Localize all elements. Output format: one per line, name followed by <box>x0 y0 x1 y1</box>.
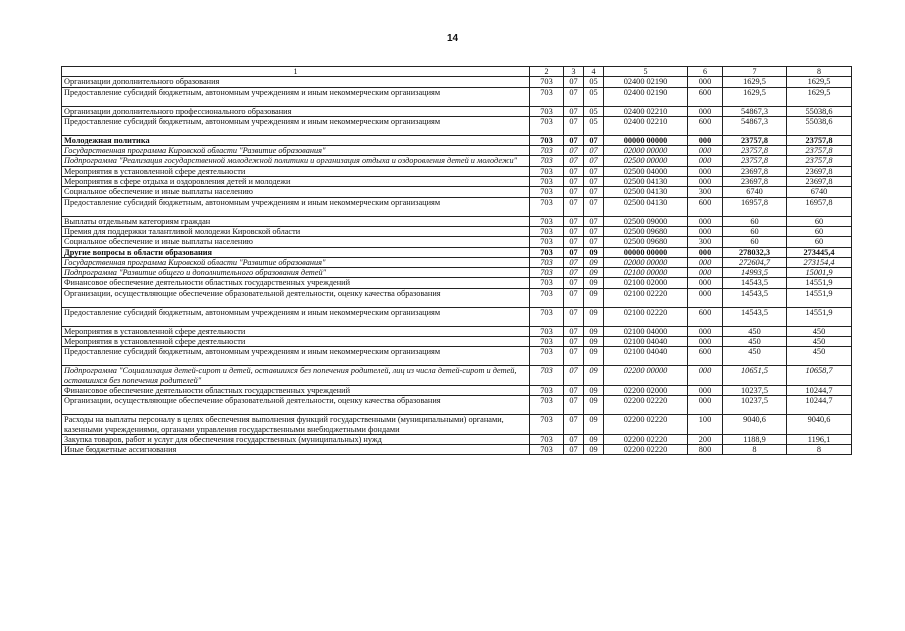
item-name-cell: Расходы на выплаты персоналу в целях обеспечения выполнения функций государственными (муниципальными) органами, казенными учреждениями, органами управления государственными внебюджетными фондами <box>62 415 530 435</box>
subsection-cell: 09 <box>584 415 604 435</box>
target-article-cell: 02100 00000 <box>604 268 688 278</box>
subsection-cell: 05 <box>584 106 604 116</box>
amount-year1-cell: 16957,8 <box>723 197 787 216</box>
amount-year2-cell: 14551,9 <box>787 307 852 326</box>
amount-year1-cell: 1629,5 <box>723 87 787 106</box>
budget-table <box>61 66 852 455</box>
table-row <box>62 226 852 236</box>
amount-year1-cell: 23757,8 <box>723 156 787 166</box>
subsection-cell: 07 <box>584 226 604 236</box>
expense-type-cell: 000 <box>688 226 723 236</box>
section-cell: 07 <box>564 187 584 197</box>
amount-year1-cell: 54867,3 <box>723 106 787 116</box>
subsection-cell: 09 <box>584 366 604 386</box>
section-cell: 07 <box>564 116 584 135</box>
table-row <box>62 257 852 267</box>
amount-year1-cell: 14543,5 <box>723 278 787 288</box>
item-name-cell: Иные бюджетные ассигнования <box>62 445 530 455</box>
amount-year2-cell: 15001,9 <box>787 268 852 278</box>
header-cell: 5 <box>604 67 688 77</box>
subsection-cell: 07 <box>584 135 604 145</box>
amount-year1-cell: 10237,5 <box>723 396 787 415</box>
subsection-cell: 07 <box>584 156 604 166</box>
item-name-cell: Закупка товаров, работ и услуг для обеспечения государственных (муниципальных) нужд <box>62 434 530 444</box>
table-row <box>62 396 852 415</box>
subsection-cell: 09 <box>584 288 604 307</box>
section-cell: 07 <box>564 216 584 226</box>
target-article-cell: 00000 00000 <box>604 135 688 145</box>
subsection-cell: 09 <box>584 337 604 347</box>
amount-year1-cell: 1629,5 <box>723 77 787 87</box>
subsection-cell: 07 <box>584 177 604 187</box>
item-name-cell: Мероприятия в установленной сфере деятельности <box>62 337 530 347</box>
section-cell: 07 <box>564 385 584 395</box>
admin-code-cell: 703 <box>530 337 564 347</box>
expense-type-cell: 600 <box>688 197 723 216</box>
target-article-cell: 02200 02000 <box>604 385 688 395</box>
amount-year1-cell: 450 <box>723 326 787 336</box>
table-row <box>62 177 852 187</box>
amount-year1-cell: 278032,3 <box>723 247 787 257</box>
target-article-cell: 02200 02220 <box>604 415 688 435</box>
item-name-cell: Предоставление субсидий бюджетным, автономным учреждениям и иным некоммерческим организациям <box>62 197 530 216</box>
header-cell: 8 <box>787 67 852 77</box>
admin-code-cell: 703 <box>530 177 564 187</box>
section-cell: 07 <box>564 415 584 435</box>
amount-year1-cell: 10237,5 <box>723 385 787 395</box>
section-cell: 07 <box>564 87 584 106</box>
item-name-cell: Выплаты отдельным категориям граждан <box>62 216 530 226</box>
amount-year1-cell: 8 <box>723 445 787 455</box>
target-article-cell: 02100 04040 <box>604 337 688 347</box>
admin-code-cell: 703 <box>530 187 564 197</box>
admin-code-cell: 703 <box>530 247 564 257</box>
subsection-cell: 05 <box>584 87 604 106</box>
subsection-cell: 07 <box>584 197 604 216</box>
amount-year2-cell: 23757,8 <box>787 156 852 166</box>
admin-code-cell: 703 <box>530 146 564 156</box>
item-name-cell: Мероприятия в установленной сфере деятельности <box>62 326 530 336</box>
amount-year2-cell: 23757,8 <box>787 146 852 156</box>
amount-year2-cell: 1196,1 <box>787 434 852 444</box>
item-name-cell: Мероприятия в установленной сфере деятельности <box>62 166 530 176</box>
subsection-cell: 09 <box>584 396 604 415</box>
admin-code-cell: 703 <box>530 396 564 415</box>
table-row <box>62 87 852 106</box>
target-article-cell: 02500 04130 <box>604 177 688 187</box>
amount-year1-cell: 23697,8 <box>723 166 787 176</box>
subsection-cell: 07 <box>584 166 604 176</box>
table-row <box>62 106 852 116</box>
item-name-cell: Финансовое обеспечение деятельности областных государственных учреждений <box>62 278 530 288</box>
header-row <box>62 67 852 77</box>
header-cell: 7 <box>723 67 787 77</box>
section-cell: 07 <box>564 445 584 455</box>
section-cell: 07 <box>564 146 584 156</box>
admin-code-cell: 703 <box>530 268 564 278</box>
admin-code-cell: 703 <box>530 445 564 455</box>
table-row <box>62 385 852 395</box>
table-row <box>62 187 852 197</box>
admin-code-cell: 703 <box>530 166 564 176</box>
section-cell: 07 <box>564 226 584 236</box>
item-name-cell: Государственная программа Кировской области "Развитие образования" <box>62 257 530 267</box>
section-cell: 07 <box>564 247 584 257</box>
table-row <box>62 415 852 435</box>
table-row <box>62 166 852 176</box>
target-article-cell: 00000 00000 <box>604 247 688 257</box>
amount-year1-cell: 23757,8 <box>723 135 787 145</box>
expense-type-cell: 000 <box>688 216 723 226</box>
expense-type-cell: 300 <box>688 237 723 247</box>
item-name-cell: Другие вопросы в области образования <box>62 247 530 257</box>
item-name-cell: Организации, осуществляющие обеспечение образовательной деятельности, оценку качества образования <box>62 396 530 415</box>
amount-year2-cell: 60 <box>787 216 852 226</box>
section-cell: 07 <box>564 307 584 326</box>
table-row <box>62 337 852 347</box>
target-article-cell: 02200 02220 <box>604 396 688 415</box>
expense-type-cell: 000 <box>688 177 723 187</box>
header-cell: 3 <box>564 67 584 77</box>
amount-year1-cell: 14993,5 <box>723 268 787 278</box>
amount-year1-cell: 14543,5 <box>723 307 787 326</box>
amount-year2-cell: 1629,5 <box>787 87 852 106</box>
item-name-cell: Подпрограмма "Развитие общего и дополнительного образования детей" <box>62 268 530 278</box>
subsection-cell: 09 <box>584 257 604 267</box>
section-cell: 07 <box>564 156 584 166</box>
expense-type-cell: 000 <box>688 366 723 386</box>
target-article-cell: 02200 02220 <box>604 445 688 455</box>
expense-type-cell: 100 <box>688 415 723 435</box>
amount-year2-cell: 6740 <box>787 187 852 197</box>
target-article-cell: 02500 04130 <box>604 187 688 197</box>
subsection-cell: 07 <box>584 216 604 226</box>
section-cell: 07 <box>564 77 584 87</box>
expense-type-cell: 000 <box>688 247 723 257</box>
subsection-cell: 05 <box>584 77 604 87</box>
target-article-cell: 02000 00000 <box>604 146 688 156</box>
amount-year2-cell: 450 <box>787 347 852 366</box>
header-cell: 4 <box>584 67 604 77</box>
target-article-cell: 02000 00000 <box>604 257 688 267</box>
amount-year1-cell: 60 <box>723 237 787 247</box>
target-article-cell: 02500 04130 <box>604 197 688 216</box>
section-cell: 07 <box>564 288 584 307</box>
item-name-cell: Организации дополнительного профессионального образования <box>62 106 530 116</box>
expense-type-cell: 600 <box>688 347 723 366</box>
expense-type-cell: 000 <box>688 156 723 166</box>
section-cell: 07 <box>564 268 584 278</box>
table-row <box>62 326 852 336</box>
amount-year2-cell: 450 <box>787 337 852 347</box>
amount-year1-cell: 272604,7 <box>723 257 787 267</box>
amount-year1-cell: 9040,6 <box>723 415 787 435</box>
table-row <box>62 216 852 226</box>
subsection-cell: 09 <box>584 307 604 326</box>
subsection-cell: 09 <box>584 278 604 288</box>
section-cell: 07 <box>564 135 584 145</box>
admin-code-cell: 703 <box>530 226 564 236</box>
table-row <box>62 434 852 444</box>
subsection-cell: 09 <box>584 445 604 455</box>
subsection-cell: 07 <box>584 237 604 247</box>
amount-year2-cell: 10244,7 <box>787 396 852 415</box>
admin-code-cell: 703 <box>530 237 564 247</box>
amount-year2-cell: 60 <box>787 237 852 247</box>
table-row <box>62 197 852 216</box>
section-cell: 07 <box>564 434 584 444</box>
header-cell: 1 <box>62 67 530 77</box>
admin-code-cell: 703 <box>530 106 564 116</box>
target-article-cell: 02500 09000 <box>604 216 688 226</box>
table-row <box>62 366 852 386</box>
expense-type-cell: 000 <box>688 257 723 267</box>
amount-year2-cell: 273154,4 <box>787 257 852 267</box>
table-row <box>62 247 852 257</box>
expense-type-cell: 000 <box>688 146 723 156</box>
item-name-cell: Социальное обеспечение и иные выплаты населению <box>62 187 530 197</box>
admin-code-cell: 703 <box>530 326 564 336</box>
expense-type-cell: 600 <box>688 116 723 135</box>
subsection-cell: 09 <box>584 326 604 336</box>
amount-year1-cell: 23697,8 <box>723 177 787 187</box>
subsection-cell: 05 <box>584 116 604 135</box>
expense-type-cell: 000 <box>688 106 723 116</box>
admin-code-cell: 703 <box>530 366 564 386</box>
amount-year1-cell: 10651,5 <box>723 366 787 386</box>
admin-code-cell: 703 <box>530 347 564 366</box>
target-article-cell: 02100 02220 <box>604 307 688 326</box>
table-row <box>62 307 852 326</box>
expense-type-cell: 000 <box>688 385 723 395</box>
subsection-cell: 09 <box>584 268 604 278</box>
admin-code-cell: 703 <box>530 197 564 216</box>
section-cell: 07 <box>564 396 584 415</box>
expense-type-cell: 000 <box>688 278 723 288</box>
amount-year1-cell: 450 <box>723 337 787 347</box>
section-cell: 07 <box>564 197 584 216</box>
item-name-cell: Подпрограмма "Реализация государственной молодежной политики и организация отдыха и оздоровления детей и молодежи" <box>62 156 530 166</box>
section-cell: 07 <box>564 106 584 116</box>
amount-year1-cell: 23757,8 <box>723 146 787 156</box>
table-row <box>62 116 852 135</box>
expense-type-cell: 000 <box>688 77 723 87</box>
admin-code-cell: 703 <box>530 116 564 135</box>
amount-year2-cell: 23697,8 <box>787 177 852 187</box>
subsection-cell: 07 <box>584 146 604 156</box>
expense-type-cell: 600 <box>688 87 723 106</box>
section-cell: 07 <box>564 278 584 288</box>
subsection-cell: 09 <box>584 434 604 444</box>
amount-year1-cell: 6740 <box>723 187 787 197</box>
target-article-cell: 02100 04000 <box>604 326 688 336</box>
amount-year2-cell: 273445,4 <box>787 247 852 257</box>
amount-year2-cell: 8 <box>787 445 852 455</box>
table-row <box>62 156 852 166</box>
amount-year2-cell: 10244,7 <box>787 385 852 395</box>
admin-code-cell: 703 <box>530 415 564 435</box>
item-name-cell: Организации, осуществляющие обеспечение образовательной деятельности, оценку качества образования <box>62 288 530 307</box>
target-article-cell: 02500 09680 <box>604 226 688 236</box>
target-article-cell: 02100 02000 <box>604 278 688 288</box>
admin-code-cell: 703 <box>530 216 564 226</box>
item-name-cell: Предоставление субсидий бюджетным, автономным учреждениям и иным некоммерческим организациям <box>62 87 530 106</box>
amount-year2-cell: 450 <box>787 326 852 336</box>
amount-year2-cell: 16957,8 <box>787 197 852 216</box>
target-article-cell: 02500 09680 <box>604 237 688 247</box>
expense-type-cell: 000 <box>688 166 723 176</box>
table-row <box>62 268 852 278</box>
item-name-cell: Предоставление субсидий бюджетным, автономным учреждениям и иным некоммерческим организациям <box>62 347 530 366</box>
amount-year1-cell: 54867,3 <box>723 116 787 135</box>
amount-year2-cell: 9040,6 <box>787 415 852 435</box>
table-row <box>62 445 852 455</box>
table-row <box>62 135 852 145</box>
target-article-cell: 02200 02220 <box>604 434 688 444</box>
amount-year1-cell: 60 <box>723 226 787 236</box>
admin-code-cell: 703 <box>530 77 564 87</box>
expense-type-cell: 000 <box>688 337 723 347</box>
amount-year1-cell: 450 <box>723 347 787 366</box>
subsection-cell: 09 <box>584 347 604 366</box>
page-number: 14 <box>446 33 459 44</box>
target-article-cell: 02100 02220 <box>604 288 688 307</box>
target-article-cell: 02200 00000 <box>604 366 688 386</box>
table-row <box>62 146 852 156</box>
item-name-cell: Мероприятия в сфере отдыха и оздоровления детей и молодежи <box>62 177 530 187</box>
admin-code-cell: 703 <box>530 288 564 307</box>
admin-code-cell: 703 <box>530 87 564 106</box>
amount-year2-cell: 23757,8 <box>787 135 852 145</box>
expense-type-cell: 200 <box>688 434 723 444</box>
section-cell: 07 <box>564 347 584 366</box>
amount-year2-cell: 14551,9 <box>787 278 852 288</box>
expense-type-cell: 800 <box>688 445 723 455</box>
expense-type-cell: 000 <box>688 135 723 145</box>
amount-year1-cell: 14543,5 <box>723 288 787 307</box>
target-article-cell: 02400 02210 <box>604 116 688 135</box>
expense-type-cell: 000 <box>688 396 723 415</box>
table-row <box>62 278 852 288</box>
expense-type-cell: 300 <box>688 187 723 197</box>
amount-year2-cell: 55038,6 <box>787 116 852 135</box>
section-cell: 07 <box>564 237 584 247</box>
section-cell: 07 <box>564 257 584 267</box>
table-row <box>62 288 852 307</box>
table-row <box>62 347 852 366</box>
expense-type-cell: 600 <box>688 307 723 326</box>
header-cell: 2 <box>530 67 564 77</box>
admin-code-cell: 703 <box>530 307 564 326</box>
subsection-cell: 09 <box>584 247 604 257</box>
section-cell: 07 <box>564 166 584 176</box>
admin-code-cell: 703 <box>530 278 564 288</box>
amount-year1-cell: 1188,9 <box>723 434 787 444</box>
expense-type-cell: 000 <box>688 268 723 278</box>
header-cell: 6 <box>688 67 723 77</box>
amount-year1-cell: 60 <box>723 216 787 226</box>
expense-type-cell: 000 <box>688 288 723 307</box>
target-article-cell: 02500 00000 <box>604 156 688 166</box>
target-article-cell: 02400 02210 <box>604 106 688 116</box>
item-name-cell: Социальное обеспечение и иные выплаты населению <box>62 237 530 247</box>
target-article-cell: 02400 02190 <box>604 87 688 106</box>
amount-year2-cell: 14551,9 <box>787 288 852 307</box>
admin-code-cell: 703 <box>530 257 564 267</box>
section-cell: 07 <box>564 337 584 347</box>
item-name-cell: Премия для поддержки талантливой молодежи Кировской области <box>62 226 530 236</box>
admin-code-cell: 703 <box>530 135 564 145</box>
item-name-cell: Организации дополнительного образования <box>62 77 530 87</box>
admin-code-cell: 703 <box>530 156 564 166</box>
item-name-cell: Предоставление субсидий бюджетным, автономным учреждениям и иным некоммерческим организациям <box>62 116 530 135</box>
item-name-cell: Финансовое обеспечение деятельности областных государственных учреждений <box>62 385 530 395</box>
target-article-cell: 02500 04000 <box>604 166 688 176</box>
item-name-cell: Подпрограмма "Социализация детей-сирот и детей, оставшихся без попечения родителей, лиц из числа детей-сирот и детей, оставшихся без попечения родителей" <box>62 366 530 386</box>
amount-year2-cell: 1629,5 <box>787 77 852 87</box>
admin-code-cell: 703 <box>530 434 564 444</box>
table-row <box>62 237 852 247</box>
item-name-cell: Государственная программа Кировской области "Развитие образования" <box>62 146 530 156</box>
table-row <box>62 77 852 87</box>
section-cell: 07 <box>564 366 584 386</box>
item-name-cell: Предоставление субсидий бюджетным, автономным учреждениям и иным некоммерческим организациям <box>62 307 530 326</box>
amount-year2-cell: 10658,7 <box>787 366 852 386</box>
target-article-cell: 02100 04040 <box>604 347 688 366</box>
section-cell: 07 <box>564 177 584 187</box>
subsection-cell: 07 <box>584 187 604 197</box>
admin-code-cell: 703 <box>530 385 564 395</box>
subsection-cell: 09 <box>584 385 604 395</box>
section-cell: 07 <box>564 326 584 336</box>
amount-year2-cell: 60 <box>787 226 852 236</box>
amount-year2-cell: 23697,8 <box>787 166 852 176</box>
item-name-cell: Молодежная политика <box>62 135 530 145</box>
amount-year2-cell: 55038,6 <box>787 106 852 116</box>
target-article-cell: 02400 02190 <box>604 77 688 87</box>
expense-type-cell: 000 <box>688 326 723 336</box>
